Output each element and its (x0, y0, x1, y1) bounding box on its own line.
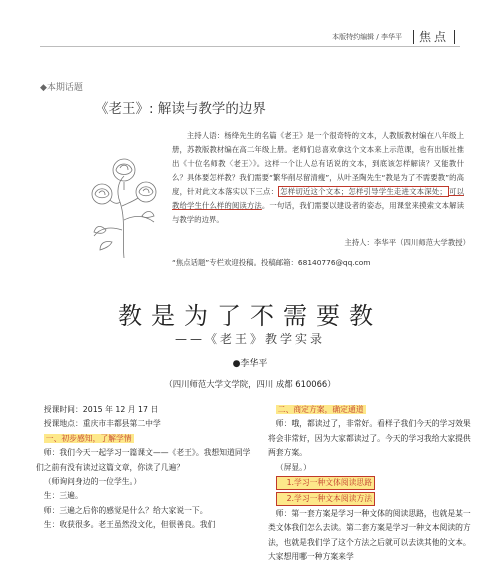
article-author: ●李华平 (232, 359, 268, 369)
option-2-text: 2.学习一种文本阅读方法 (276, 492, 375, 506)
option-2 (268, 491, 473, 507)
dialogue-line: 师：哦，都读过了，非常好。看样子我们今天的学习效果将会非常好，因为大家都读过了。今天的学习我给大家提供两套方案。 (268, 419, 471, 458)
section-heading-1 (36, 432, 251, 446)
article-title: 教是为了不需要教 (118, 302, 382, 330)
article-subtitle: ——《老王》教学实录 (174, 332, 325, 346)
option-1-text: 1.学习一种文体阅读思路 (276, 476, 375, 490)
rose-illustration (86, 150, 164, 260)
dialogue-line: 师：第一套方案是学习一种文体的阅读思路，也就是某一类文体我们怎么去读。第二套方案是学习一种文本阅读的方法，也就是我们学了这个方法之后就可以去读其他的文本。大家想用哪一种方案来学 (268, 509, 471, 562)
option-1 (268, 475, 473, 491)
header-divider-right (454, 30, 455, 44)
left-column (36, 403, 251, 533)
intro-text-end: 。一句话，我们需要以建设者的姿态，用课堂来摸索文本解读与教学的边界。 (172, 201, 464, 224)
dialogue-line: 师：我们今天一起学习一篇课文——《老王》。我想知道同学们之前有没有读过这篇文章，你读了几遍？ (36, 448, 251, 472)
host-credit: 主持人：李华平（四川师范大学教授） (344, 238, 470, 247)
boxed-key-points: 怎样切近这个文本；怎样引导学生走进文本深处； (280, 187, 447, 196)
dialogue-line: 师：三遍之后你的感觉是什么？给大家说一下。 (43, 505, 208, 515)
class-time: 授课时间：2015 年 12 月 17 日 (43, 405, 159, 414)
dialogue-line: 生：三遍。 (43, 491, 83, 501)
right-column (268, 403, 473, 565)
intro-text: 主持人语：杨绛先生的名篇《老王》是一个很奇特的文本，人教版教材编在八年级上册，苏教版教材编在高二年级上册。老师们总喜欢拿这个文本来上示范课，也有出版社推出《十位名师教〈老王〉》。这样一个让人总有话说的文本，到底该怎样解读？又能教什么？具体要怎样教？我们需要“繁华削尽留清瘦”，从叶圣陶先生“教是为了不需要教”的高度，针对此文本落实以下三点： (172, 131, 464, 196)
column-name: 焦点 (418, 30, 449, 44)
top-rule (40, 46, 460, 47)
author-affiliation: （四川师范大学文学院，四川 成都 610066） (164, 379, 336, 389)
submission-notice: “焦点话题”专栏欢迎投稿。投稿邮箱：68140776@qq.com (172, 258, 371, 267)
special-editor: 本版特约编辑 / 李华平 (332, 32, 402, 41)
header-group (332, 28, 460, 45)
header-divider (413, 30, 414, 44)
section-label: ◆本期话题 (40, 83, 83, 93)
dialogue-line: （屏显。） (275, 462, 311, 472)
class-place: 授课地点：重庆市丰都县第二中学 (43, 419, 161, 429)
topic-title: 《老王》: 解读与教学的边界 (95, 101, 266, 117)
host-introduction (172, 129, 464, 227)
section-heading-2 (268, 403, 473, 417)
dialogue-line: （师询问身边的一位学生。） (43, 477, 142, 487)
intro-paragraph (172, 129, 464, 227)
dialogue-line: 生：收获很多。老王虽然没文化，但很善良。我们 (43, 520, 216, 530)
heading-2-text: 二、商定方案，确定通道 (277, 405, 364, 414)
underlined-reading-method: 可以教给学生什么样的阅读方法 (172, 187, 464, 210)
heading-1-text: 一、初步感知，了解学情 (45, 433, 132, 443)
